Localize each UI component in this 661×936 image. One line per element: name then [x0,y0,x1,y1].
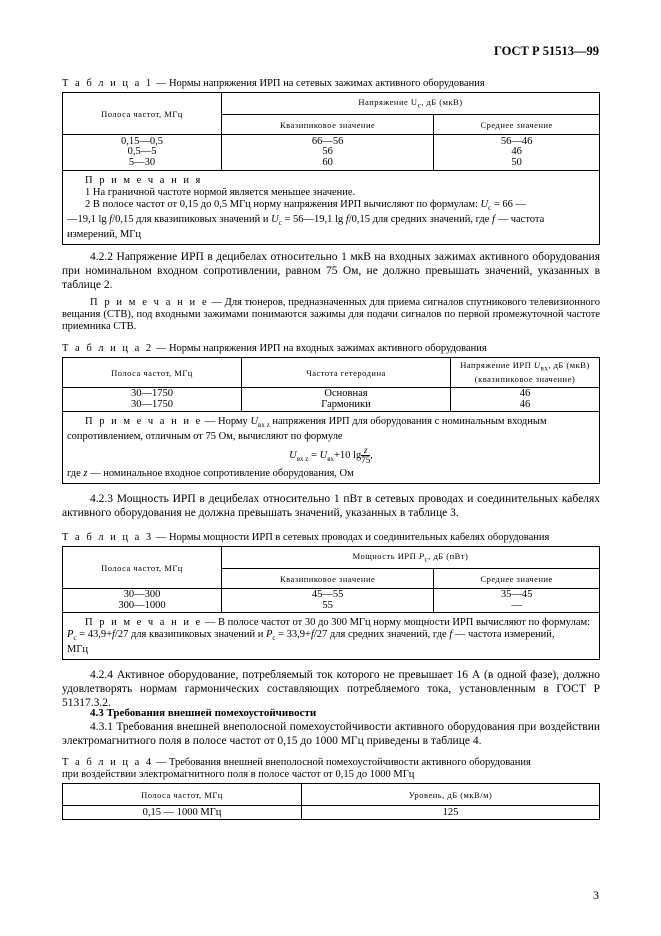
table1-notes-title: П р и м е ч а н и я [85,175,203,186]
table4-header-freq: Полоса частот, МГц [63,784,302,806]
t3-d: = 33,9+ [275,629,311,640]
table1-qp-1: 66—56 [311,135,344,147]
table3-header-qp: Квазипиковое значение [222,569,434,589]
f-rest: +10 lg [334,450,362,461]
table3 [62,546,600,660]
section-4-3-heading: 4.3 Требования внешней помехоустойчивости [90,707,317,719]
t2-freq-2: 30—1750 [131,398,173,410]
table4-caption-line2: при воздействии электромагнитного поля в полосе частот от 0,15 до 1000 МГц [62,769,415,780]
t3-qp-2: 55 [322,599,333,611]
document-id: ГОСТ Р 51513—99 [493,44,599,58]
t2-formula [67,443,595,468]
table2-freq-cell [63,388,242,412]
table1-header-voltage [222,93,600,115]
t2-note-z: z [83,468,88,480]
table4-row-level: 125 [302,806,600,820]
note2-f3: f [492,214,495,226]
note2-u2-sub: с [278,219,282,228]
paragraph-4-3-1: 4.3.1 Требования внешней внеполосной помехоустойчивости активного оборудования при воздействии электромагнитного поля в полосе частот от 0,15 до 1000 МГц приведены в таблице 4. [62,721,600,747]
page-number: 3 [593,888,599,902]
f-u-sub: вх [327,455,334,464]
note2-g: = 56—19,1 lg [281,214,346,226]
t3-note-line1 [67,617,595,629]
note2-d: —19,1 lg [67,214,110,226]
t3-p2sub: с [272,634,276,643]
table2-header-voltage [451,358,600,388]
f-num: z [361,446,370,456]
table1-freq-2: 0,5—5 [127,146,157,158]
p422-note-text: — Для тюнеров, предназначенных для приема сигналов спутникового телевизионного вещания (СТВ), под входными зажимами понимаются зажимы для подачи сигналов по первой промежуточной частоте приемника СТВ. [62,297,600,332]
table2-caption-text: — Нормы напряжения ИРП на входных зажимах активного оборудования [153,343,487,354]
t3-f2: f [310,629,314,640]
table1-caption-text: — Нормы напряжения ИРП на сетевых зажимах активного оборудования [153,78,485,89]
table1-header-freq: Полоса частот, МГц [63,93,222,135]
t3-psym: P [418,551,425,562]
table1-header-qp: Квазипиковое значение [222,115,434,135]
t3-c: /27 для квазипиковых значений и [114,629,266,640]
t2-note-e: — номинальное входное сопротивление оборудования, Ом [87,468,354,480]
note2-a: 2 В полосе частот от 0,15 до 0,5 МГц норму напряжения ИРП вычисляют по формулам: [85,199,481,210]
table1-caption-prefix: Т а б л и ц а 1 [62,78,154,89]
table4-caption [62,757,531,781]
t2-note-u: U [250,416,259,427]
paragraph-4-2-4: 4.2.4 Активное оборудование, потребляемый ток которого не превышает 16 А (в одной фазе), должно удовлетворять нормам гармонических составляющих потребляемого тока, установленным в ГОСТ Р 51317.3.2. [62,669,600,709]
table1-freq-cell [63,135,222,171]
table1-avg-2: 46 [511,146,522,158]
t3-p2: P [265,629,273,640]
table4-header-level: Уровень, дБ (мкВ/м) [302,784,600,806]
note2-u2: U [271,214,279,226]
t2-note-d: где [67,468,84,480]
f-den: 75 [361,455,371,466]
table2-header-het: Частота гетеродина [242,358,451,388]
t3-avg-2: — [511,599,522,611]
t2-note-prefix: П р и м е ч а н и е [85,416,203,427]
t2-vsub: вх [540,364,549,373]
t3-note-prefix: П р и м е ч а н и е [85,617,203,628]
t3-avg-1: 35—45 [500,589,533,600]
table1-caption [62,78,485,89]
table2-note [63,412,600,484]
table1-note-2 [67,199,595,214]
t2-val-1: 46 [519,388,531,399]
t2-note-line1 [67,416,595,431]
p422-note-prefix: П р и м е ч а н и е [90,297,209,308]
f-lhs: U [289,450,297,461]
t3-e: /27 для средних значений, где [313,629,450,640]
table1-avg-1: 56—46 [500,135,533,147]
table3-note [63,613,600,660]
table1-note-2-end: измерений, МГц [67,229,141,241]
t2-note-b: напряжения ИРП для оборудования с номинальным входным [269,416,547,427]
t2-note-a: — Норму [202,416,251,427]
table4-row-freq: 0,15 — 1000 МГц [63,806,302,820]
t3-p1: P [67,629,74,640]
paragraph-4-2-2-note [62,297,600,333]
t3-f3: f [449,629,453,640]
table1-header-avg: Среднее значение [434,115,600,135]
table1-qp-2: 56 [322,146,333,158]
table2-val-cell [451,388,600,412]
table1-freq-3: 5—30 [128,156,156,168]
t3-freq-1: 30—300 [123,589,161,600]
note2-c: = 66 — [491,199,527,210]
t2-v1: Напряжение ИРП [460,359,534,370]
table2-het-cell [242,388,451,412]
t3-note-a: — В полосе частот от 30 до 300 МГц норму мощности ИРП вычисляют по формулам: [202,617,591,628]
table3-freq-cell [63,589,222,613]
table3-header-power [222,547,600,569]
table1-voltage-label: Напряжение U [358,97,418,108]
table3-caption-prefix: Т а б л и ц а 3 [62,532,154,543]
t2-het-1: Основная [324,388,368,399]
t2-val-2: 46 [519,398,531,410]
t2-note-usub: вх z [258,421,270,430]
table4-caption-prefix: Т а б л и ц а 4 [62,757,154,768]
table3-avg-cell [434,589,600,613]
f-u: U [319,450,328,461]
table2-header-freq: Полоса частот, МГц [63,358,242,388]
table1-note-2-cont [67,214,595,229]
note2-f1: f [109,214,113,226]
table1-voltage-sub: с [417,101,422,110]
t2-v3: (квазипиковое значение) [474,374,576,385]
note2-u1-sub: с [488,204,492,213]
table4 [62,783,600,820]
table4-caption-text: — Требования внешней внеполосной помехоустойчивости активного оборудования [153,757,531,768]
table1-note-1: 1 На граничной частоте нормой является меньшее значение. [85,187,356,198]
table3-header-freq: Полоса частот, МГц [63,547,222,589]
t2-v2: , дБ (мкВ) [548,359,590,370]
table3-caption-text: — Нормы мощности ИРП в сетевых проводах и соединительных кабелях оборудования [153,532,550,543]
f-fraction [361,446,370,465]
f-lhs-sub: вх z [296,455,309,464]
t3-f: — частота измерений, [452,629,555,640]
table2-caption [62,343,487,354]
note2-e: /0,15 для квазипиковых значений и [112,214,272,226]
table1 [62,92,600,245]
t3-f1: f [112,629,115,640]
t3-psub: с [424,555,429,564]
note2-u1: U [480,199,489,210]
t3-power: Мощность ИРП [352,551,419,562]
note2-i: — частота [494,214,545,226]
table1-qp-cell [222,135,434,171]
t2-note-last [67,468,595,480]
f-eq: = [308,450,320,461]
table1-freq-1: 0,15—0,5 [121,135,163,147]
t2-freq-1: 30—1750 [131,388,173,399]
table3-caption [62,532,549,543]
note2-h: /0,15 для средних значений, где [348,214,493,226]
t2-het-2: Гармоники [321,398,371,410]
table1-voltage-unit: , дБ (мкВ) [421,97,463,108]
t3-b: = 43,9+ [76,629,112,640]
table1-qp-3: 60 [322,156,333,168]
table3-header-avg: Среднее значение [434,569,600,589]
table2-caption-prefix: Т а б л и ц а 2 [62,343,154,354]
t2-note-c: сопротивлением, отличным от 75 Ом, вычисляют по формуле [67,431,343,443]
note2-f2: f [345,214,349,226]
t2-vsym: U [533,359,541,370]
paragraph-4-2-3: 4.2.3 Мощность ИРП в децибелах относительно 1 пВт в сетевых проводах и соединительных кабелях активного оборудования не должна превышать значений, указанных в таблице 3. [62,493,600,519]
table1-avg-cell [434,135,600,171]
table1-notes [63,171,600,245]
paragraph-4-2-2: 4.2.2 Напряжение ИРП в децибелах относительно 1 мкВ на входных зажимах активного оборудования при номинальном входном сопротивлении, равном 75 Ом, не должно превышать значений, указанных в таблице 2. [62,251,600,291]
t3-punit: , дБ (пВт) [428,551,469,562]
f-end: , [370,450,373,461]
table1-avg-3: 50 [511,156,522,168]
t3-note-line2 [67,629,595,644]
table2 [62,357,600,484]
t3-note-line3: МГц [67,644,89,656]
t3-qp-1: 45—55 [311,589,344,600]
table3-qp-cell [222,589,434,613]
t3-freq-2: 300—1000 [118,599,166,611]
t3-p1sub: с [73,634,77,643]
